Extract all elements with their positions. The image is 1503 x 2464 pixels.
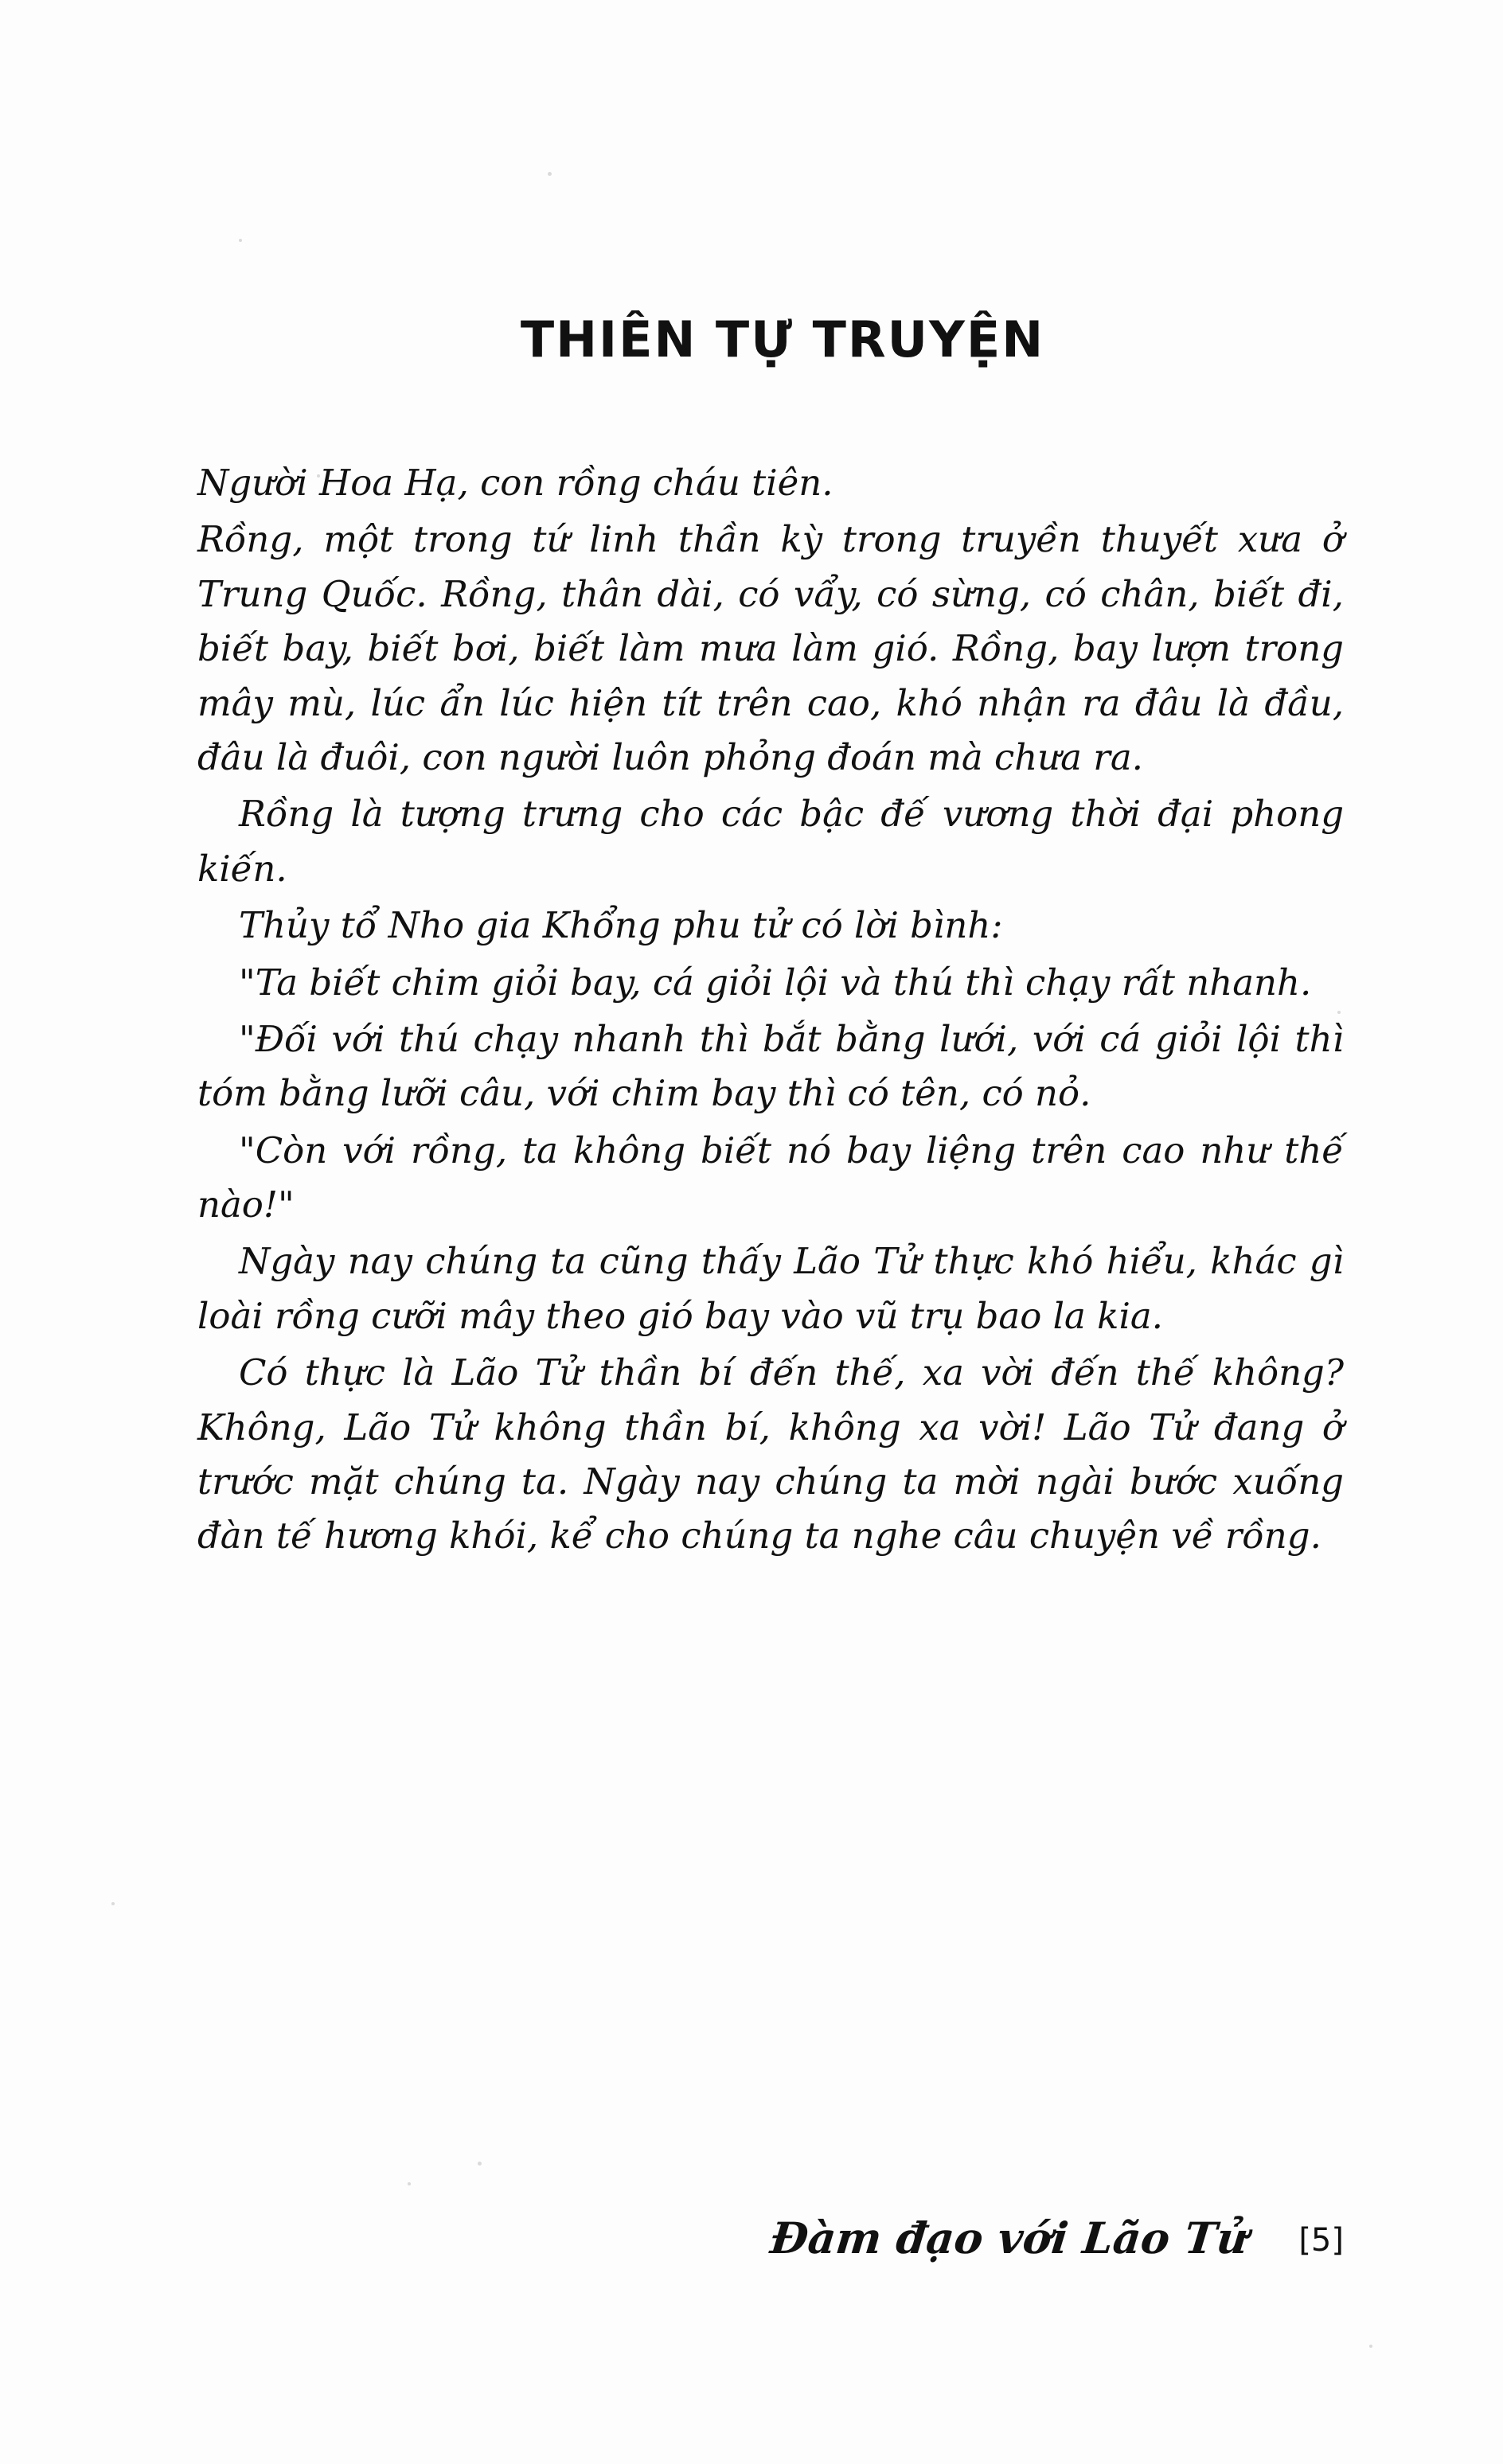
page-content xyxy=(197,310,1344,1566)
page-number: [5] xyxy=(1298,2222,1344,2259)
paragraph: Người Hoa Hạ, con rồng cháu tiên. xyxy=(197,462,833,504)
body-text xyxy=(197,456,1344,1564)
paragraph: Có thực là Lão Tử thần bí đến thế, xa vời đến thế không? Không, Lão Tử không thần bí, không xa vời! Lão Tử đang ở trước mặt chúng ta. Ngày nay chúng ta mời ngài bước xuống đàn tế hương khói, kể cho chúng ta nghe câu chuyện về rồng. xyxy=(197,1351,1344,1558)
book-title-signature: Đàm đạo với Lão Tử xyxy=(768,2213,1251,2263)
scan-speck xyxy=(239,239,242,242)
paragraph: "Ta biết chim giỏi bay, cá giỏi lội và thú thì chạy rất nhanh. xyxy=(239,961,1312,1004)
paragraph: Thủy tổ Nho gia Khổng phu tử có lời bình: xyxy=(239,904,1003,947)
scan-speck xyxy=(408,2182,411,2185)
paragraph: Rồng là tượng trưng cho các bậc đế vương thời đại phong kiến. xyxy=(197,793,1344,890)
paragraph: "Còn với rồng, ta không biết nó bay liệng trên cao như thế nào!" xyxy=(197,1129,1344,1226)
page-title: THIÊN TỰ TRUYỆN xyxy=(520,310,1045,368)
scan-speck xyxy=(111,1902,115,1905)
paragraph: Rồng, một trong tứ linh thần kỳ trong truyền thuyết xưa ở Trung Quốc. Rồng, thân dài, có vẩy, có sừng, có chân, biết đi, biết bay, biết bơi, biết làm mưa làm gió. Rồng, bay lượn trong mây mù, lúc ẩn lúc hiện tít trên cao, khó nhận ra đâu là đầu, đâu là đuôi, con người luôn phỏng đoán mà chưa ra. xyxy=(197,518,1344,778)
scan-speck xyxy=(1369,2345,1372,2348)
scan-speck xyxy=(548,172,552,176)
scan-speck xyxy=(478,2162,482,2166)
paragraph: "Đối với thú chạy nhanh thì bắt bằng lưới, với cá giỏi lội thì tóm bằng lưỡi câu, với chim bay thì có tên, có nỏ. xyxy=(197,1017,1344,1115)
paragraph: Ngày nay chúng ta cũng thấy Lão Tử thực khó hiểu, khác gì loài rồng cưỡi mây theo gió bay vào vũ trụ bao la kia. xyxy=(197,1240,1344,1337)
page-footer xyxy=(197,2205,1344,2300)
